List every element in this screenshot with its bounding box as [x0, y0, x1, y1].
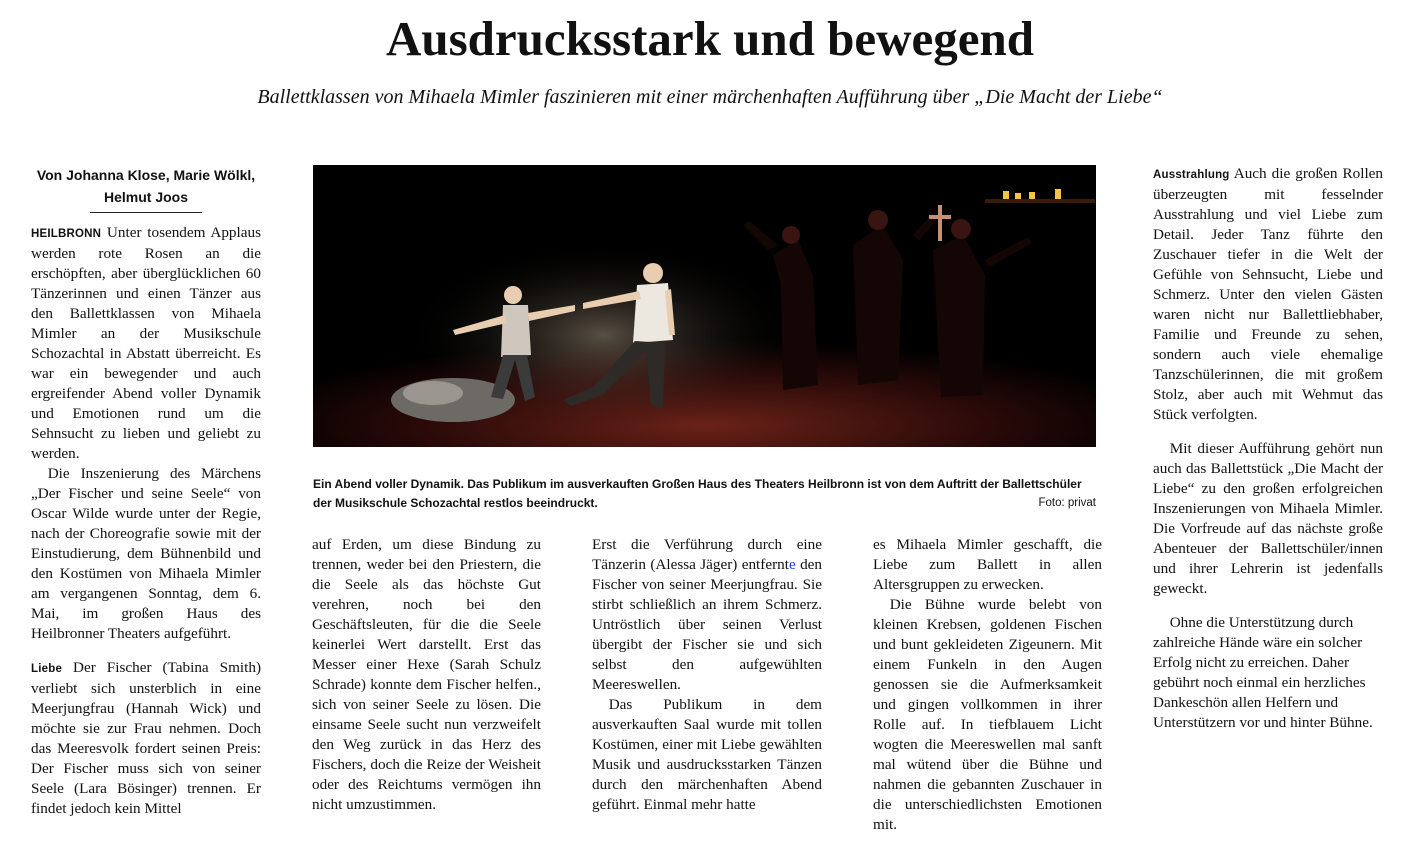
column-3-paragraph-2: Das Publikum in dem ausverkauften Saal wurde mit tollen Kostümen, einer mit Liebe gewählten Musik und ausdrucksstarken Tänzen durch den märchenhaften Abend geführt. Einmal mehr hatte — [592, 696, 822, 813]
dateline-heilbronn: HEILBRONN — [31, 228, 102, 240]
photo-caption: Ein Abend voller Dynamik. Das Publikum im ausverkauften Großen Haus des Theaters Heilbronn ist von dem Auftritt der Ballettschüler der Musikschule Schozachtal restlos beeindruckt. — [313, 477, 1082, 510]
ballet-stage-image — [313, 165, 1096, 447]
byline-line-2: Helmut Joos — [103, 189, 188, 205]
edit-mark: e — [788, 556, 796, 573]
column-3-paragraph-1 — [592, 535, 822, 695]
column-1-paragraph-2: Die Inszenierung des Märchens „Der Fischer und seine Seele“ von Oscar Wilde wurde unter der Regie, nach der Choreografie sowie mit der Einstudierung, dem Bühnenbild und den Kostümen von Mihaela Mimler am vergangenen Sonntag, dem 6. Mai, im großen Haus des Heilbronner Theaters aufgeführt. — [31, 465, 261, 642]
column-3-paragraph-1-end: den Fischer von seiner Meerjungfrau. Sie stirbt schließlich an ihrem Schmerz. Untröstlich über seinen Verlust übergibt der Fischer sie und sich selbst den aufgewühlten Meereswellen. — [592, 556, 822, 693]
column-1-paragraph-1-text: Unter tosendem Applaus werden rote Rosen an die erschöpften, aber überglücklichen 60 Tänzerinnen und einen Tänzer aus den Ballettklassen von Mihaela Mimler an der Musikschule Schozachtal in Abstatt überreicht. Es war ein bewegender und auch ergreifender Abend voller Dynamik und Emotionen rund um die Sehnsucht zu lieben und geliebt zu werden. — [31, 224, 261, 462]
column-5-paragraph-2: Mit dieser Aufführung gehört nun auch das Ballettstück „Die Macht der Liebe“ zu den großen erfolgreichen Inszenierungen von Mihaela Mimler. Die Vorfreude auf das nächste große Abenteuer der Ballettschüler/innen und ihrer Lehrerin ist jedenfalls geweckt. — [1153, 440, 1383, 597]
column-4-paragraph-1: es Mihaela Mimler geschafft, die Liebe zum Ballett in allen Altersgruppen zu erwecken. — [873, 536, 1102, 593]
subheadline: Ballettklassen von Mihaela Mimler faszinieren mit einer märchenhaften Aufführung über „Die Macht der Liebe“ — [257, 86, 1163, 108]
column-5-paragraph-1-text: Auch die großen Rollen überzeugten mit fesselnder Ausstrahlung und viel Liebe zum Detail. Jeder Tanz führte den Zuschauer tiefer in die Welt der Gefühle von Sehnsucht, Liebe und Schmerz. Unter den vielen Gästen waren nicht nur Ballettliebhaber, Familie und Freunde zu sehen, sondern auch viele ehemalige Tanzschülerinnen, die mit großem Stolz, aber auch mit Wehmut das Stück verfolgten. — [1153, 165, 1383, 423]
photo-credit: Foto: privat — [1038, 497, 1096, 509]
column-5-paragraph-1 — [1153, 164, 1383, 425]
column-4-paragraph-2: Die Bühne wurde belebt von kleinen Krebsen, goldenen Fischen und bunt gekleideten Zigeunern. Mit einem Funkeln in den Augen genossen sie die Aufmerksamkeit und gingen vollkommen in ihrer Rolle auf. In tiefblauem Licht wogten die Meereswellen mal sanft mal wütend über die Bühne und nahmen die gebannten Zuschauer in die unterschiedlichsten Emotionen mit. — [873, 596, 1102, 833]
column-3 — [592, 535, 822, 815]
subhead-liebe: Liebe — [31, 663, 63, 675]
column-5-paragraph-3: Ohne die Unterstützung durch zahlreiche Hände wäre ein solcher Erfolg nicht zu erreichen. Daher gebührt noch einmal ein herzliches Dankeschön allen Helfern und Unterstützern vor und hinter Bühne. — [1153, 614, 1373, 731]
column-1-paragraph-3-text: Der Fischer (Tabina Smith) verliebt sich unsterblich in eine Meerjungfrau (Hannah Wick) und möchte sie zur Frau nehmen. Doch das Meeresvolk fordert seinen Preis: Der Fischer muss sich von seiner Seele (Lara Bösinger) trennen. Er findet jedoch kein Mittel — [31, 659, 262, 817]
column-5 — [1153, 164, 1383, 733]
candle-shelf — [985, 199, 1095, 203]
byline-line-1: Von Johanna Klose, Marie Wölkl, — [36, 167, 256, 183]
subhead-ausstrahlung: Ausstrahlung — [1153, 169, 1230, 181]
column-1-paragraph-3 — [31, 658, 261, 819]
column-2 — [312, 535, 541, 815]
column-4 — [873, 535, 1102, 835]
byline-rule — [90, 212, 202, 213]
stage-photo — [313, 165, 1096, 447]
column-1 — [31, 164, 261, 819]
headline: Ausdrucksstark und bewegend — [385, 11, 1035, 66]
column-2-paragraph-1: auf Erden, um diese Bindung zu trennen, weder bei den Priestern, die die Seele als das höchste Gut verehren, noch bei den Geschäftsleuten, für die die Seele keinerlei Wert darstellt. Erst das Messer einer Hexe (Sarah Schulz Schrade) konnte dem Fischer helfen., sich von seiner Seele zu lösen. Die einsame Seele sucht nun verzweifelt den Weg zurück in das Herz des Fischers, doch die Reize der Weisheit oder des Reichtums vermögen ihn nicht umzustimmen. — [312, 536, 541, 813]
column-3-paragraph-1-start: Erst die Verführung durch eine Tänzerin (Alessa Jäger) entfernt — [592, 536, 822, 573]
column-1-paragraph-1 — [31, 223, 261, 464]
